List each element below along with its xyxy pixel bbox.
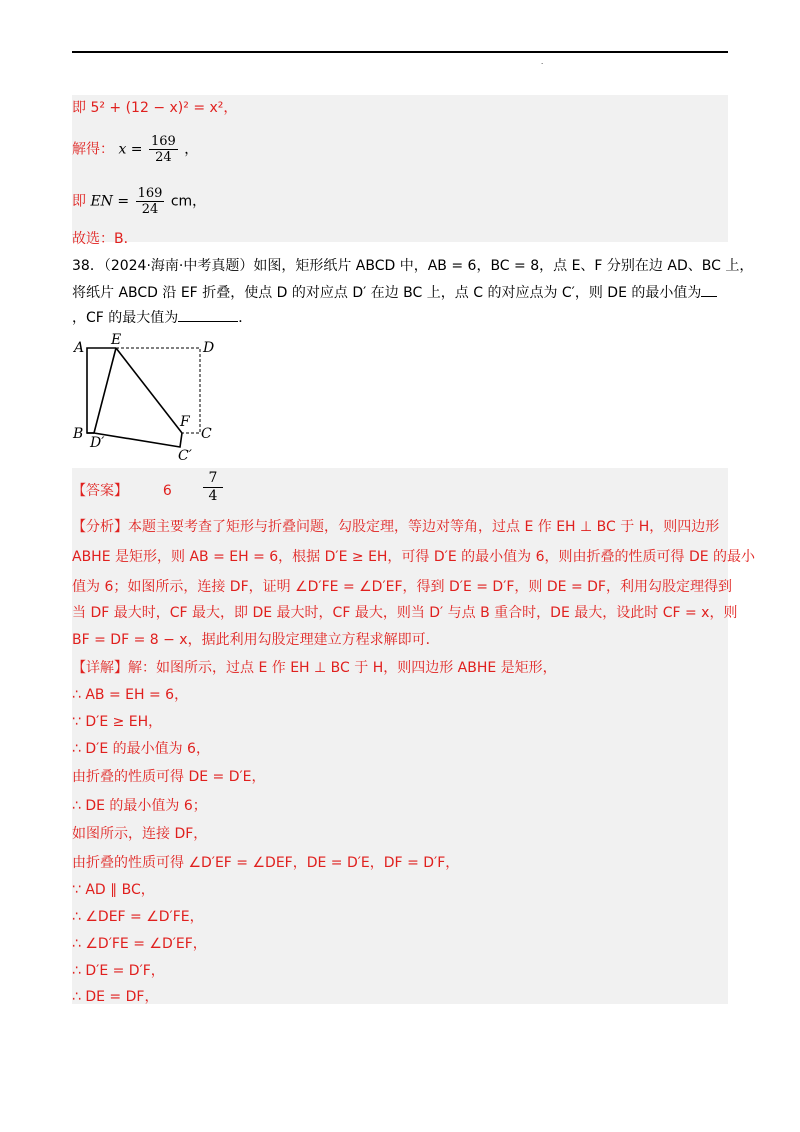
question-line-3 [72,307,252,328]
prev-line3-fraction [136,186,165,217]
detail-line-7: 如图所示，连接 DF， [72,826,208,842]
analysis-line-3: 值为 6；如图所示，连接 DF，证明 ∠D′FE = ∠D′EF，得到 D′E = D′F，则 DE = DF，利用勾股定理得到 [72,579,732,595]
header-rule [72,51,728,53]
analysis-line-4: 当 DF 最大时，CF 最大，即 DE 最大时，CF 最大，则当 D′ 与点 B 重合时，DE 最大，设此时 CF = x，则 [72,605,738,621]
fold-line-EF [116,348,182,433]
detail-line-10: ∴ ∠DEF = ∠D′FE， [72,909,204,925]
answer-value-2-numerator: 7 [203,470,223,488]
prev-line3-label: 即 [72,193,86,210]
detail-line-9: ∵ AD ∥ BC， [72,882,155,898]
label-D-prime: D′ [90,435,105,451]
detail-line-3: ∵ D′E ≥ EH， [72,714,163,730]
label-A: A [74,340,85,356]
detail-line-2: ∴ AB = EH = 6， [72,687,189,703]
analysis-line-1: 【分析】本题主要考查了矩形与折叠问题，勾股定理，等边对等角，过点 E 作 EH ⊥ BC 于 H，则四边形 [72,519,720,535]
question-line-2 [72,282,717,303]
prev-line3-tail: cm， [170,193,207,210]
question-line-3b: ． [238,310,253,326]
detail-line-12: ∴ D′E = D′F， [72,963,165,979]
prev-line2-label: 解得： [72,141,114,158]
header-dot: . [541,58,544,66]
prev-line2-denominator: 24 [155,150,172,165]
answer-value-2 [203,470,223,505]
label-C-prime: C′ [178,448,192,464]
detail-line-13: ∴ DE = DF， [72,989,159,1005]
folded-flap [94,348,182,447]
detail-line-4: ∴ D′E 的最小值为 6， [72,741,210,757]
prev-line2-fraction [149,134,178,165]
label-E: E [111,332,122,348]
analysis-line-2: ABHE 是矩形，则 AB = EH = 6，根据 D′E ≥ EH，可得 D′E 的最小值为 6，则由折叠的性质可得 DE 的最小 [72,549,756,565]
answer-blank-2 [178,307,238,322]
detail-line-5: 由折叠的性质可得 DE = D′E， [72,769,266,785]
detail-line-6: ∴ DE 的最小值为 6； [72,798,207,814]
prev-line2-tail: ， [184,141,199,158]
detail-line-11: ∴ ∠D′FE = ∠D′EF， [72,936,207,952]
answer-value-1: 6 [162,483,172,499]
prev-line2-numerator: 169 [150,134,176,149]
prev-solution-line-1: 即 5² + (12 − x)² = x²， [72,100,238,116]
folding-figure [70,330,230,465]
question-line-1: 38．（2024·海南·中考真题）如图，矩形纸片 ABCD 中，AB = 6，BC = 8，点 E、F 分别在边 AD、BC 上， [72,258,754,274]
answer-label: 【答案】 [72,483,128,499]
prev-line3-numerator: 169 [137,186,163,201]
label-D: D [203,340,215,356]
prev-line3-lhs: EN = [90,193,130,210]
answer-blank-1 [701,282,717,297]
prev-solution-line-3 [72,186,206,217]
label-F: F [180,414,190,430]
detail-line-8: 由折叠的性质可得 ∠D′EF = ∠DEF，DE = D′E，DF = D′F， [72,855,460,871]
label-C: C [201,426,212,442]
prev-line3-denominator: 24 [141,202,159,217]
prev-solution-line-2 [72,134,198,165]
answer-value-2-denominator: 4 [208,488,218,504]
question-line-2-text: 将纸片 ABCD 沿 EF 折叠，使点 D 的对应点 D′ 在边 BC 上，点 C 的对应点为 C′，则 DE 的最小值为 [72,285,702,301]
prev-solution-line-4: 故选：B． [72,231,138,247]
rect-left-part [87,348,116,433]
detail-line-1: 【详解】解：如图所示，过点 E 作 EH ⊥ BC 于 H，则四边形 ABHE 是矩形， [72,660,557,676]
label-B: B [73,426,84,442]
answer-line [72,481,172,501]
analysis-line-5: BF = DF = 8 − x，据此利用勾股定理建立方程求解即可． [72,632,440,648]
prev-line2-lhs: x = [118,141,143,158]
question-line-3a: ，CF 的最大值为 [72,310,179,326]
